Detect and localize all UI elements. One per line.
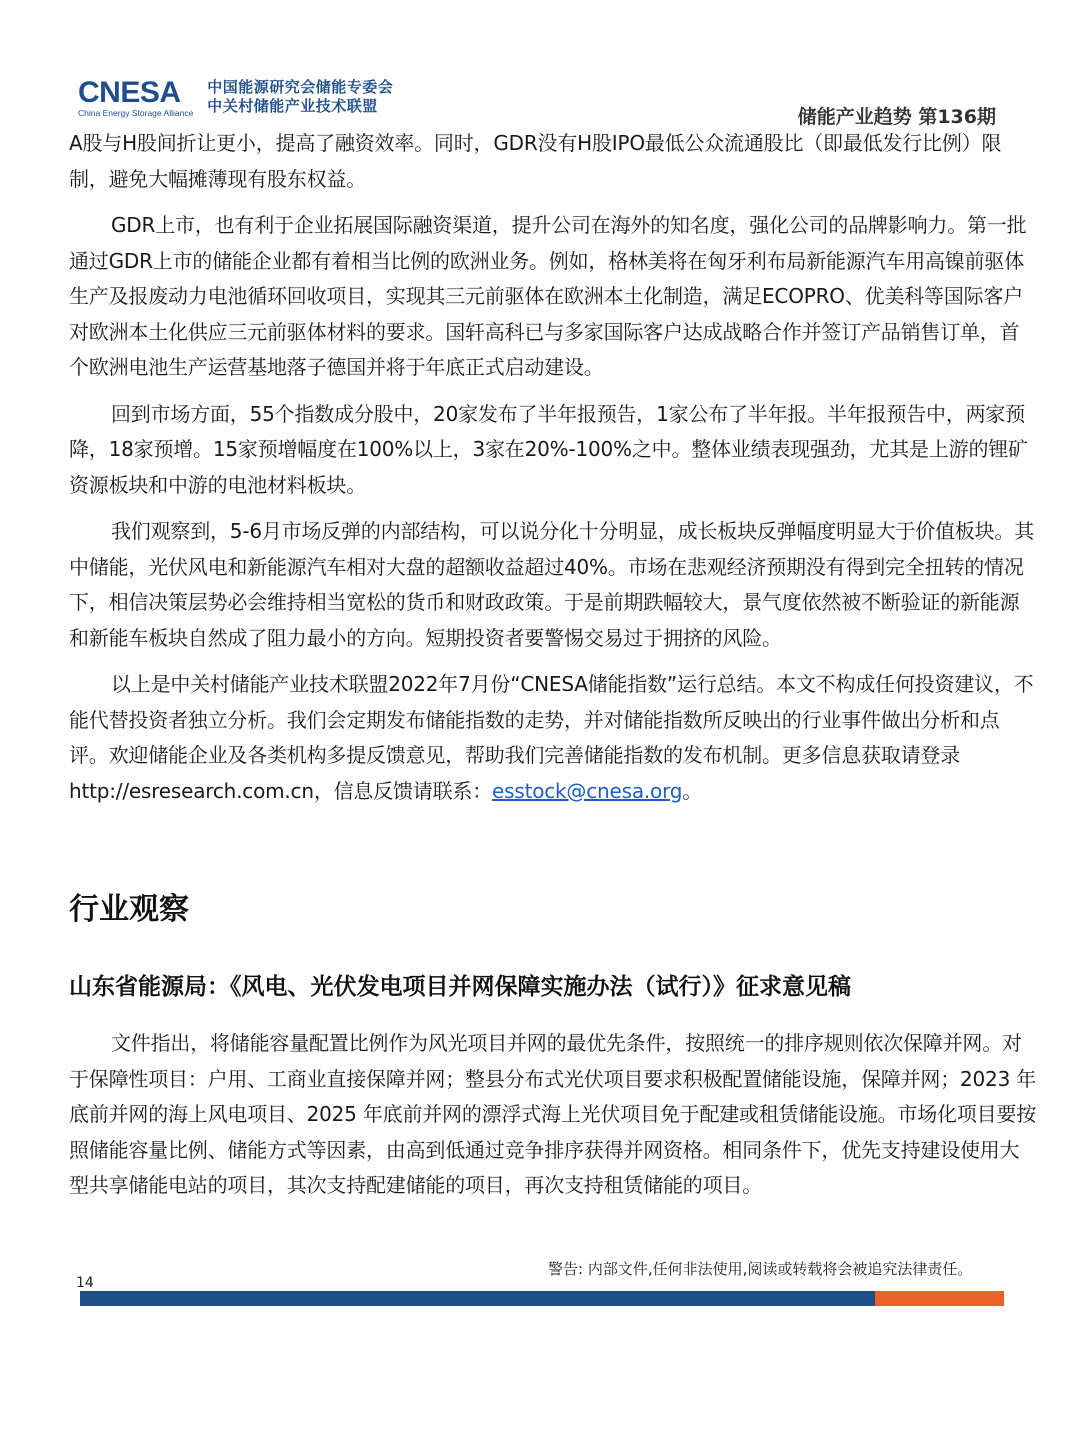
article-paragraph: 文件指出，将储能容量配置比例作为风光项目并网的最优先条件，按照统一的排序规则依次保障并网。对于保障性项目：户用、工商业直接保障并网；整县分布式光伏项目要求积极配置储能设施，保障并网；2023 年底前并网的海上风电项目、2025 年底前并网的漂浮式海上光伏项目免于配建或租赁储能设施。市场化项目要按照储能容量比例、储能方式等因素，由高到低通过竞争排序获得并网资格。相同条件下，优先支持建设使用大型共享储能电站的项目，其次支持配建储能的项目，再次支持租赁储能的项目。: [69, 1031, 1037, 1197]
feedback-email-link[interactable]: esstock@cnesa.org: [492, 778, 683, 803]
logo-subtitle: China Energy Storage Alliance: [78, 108, 194, 118]
page-header: [78, 72, 1008, 132]
org-name-secondary: 中关村储能产业技术联盟: [207, 97, 378, 115]
paragraph-4: 我们观察到，5-6月市场反弹的内部结构，可以说分化十分明显，成长板块反弹幅度明显大于价值板块。其中储能，光伏风电和新能源汽车相对大盘的超额收益超过40%。市场在悲观经济预期没有得到完全扭转的情况下，相信决策层势必会维持相当宽松的货币和财政政策。于是前期跌幅较大，景气度依然被不断验证的新能源和新能车板块自然成了阻力最小的方向。短期投资者要警惕交易过于拥挤的风险。: [69, 519, 1035, 650]
issue-label: 储能产业趋势 第136期: [797, 106, 996, 128]
body-text: [69, 126, 1037, 820]
paragraph-5-text: 以上是中关村储能产业技术联盟2022年7月份“CNESA储能指数”运行总结。本文不构成任何投资建议，不能代替投资者独立分析。我们会定期发布储能指数的走势，并对储能指数所反映出的行业事件做出分析和点评。欢迎储能企业及各类机构多提反馈意见，帮助我们完善储能指数的发布机制。更多信息获取请登录http://esresearch.com.cn，信息反馈请联系：: [69, 672, 1034, 803]
paragraph-3: 回到市场方面，55个指数成分股中，20家发布了半年报预告，1家公布了半年报。半年报预告中，两家预降，18家预增。15家预增幅度在100%以上，3家在20%-100%之中。整体业绩表现强劲，尤其是上游的锂矿资源板块和中游的电池材料板块。: [69, 401, 1028, 497]
paragraph-2: GDR上市，也有利于企业拓展国际融资渠道，提升公司在海外的知名度，强化公司的品牌影响力。第一批通过GDR上市的储能企业都有着相当比例的欧洲业务。例如，格林美将在匈牙利布局新能源汽车用高镍前驱体生产及报废动力电池循环回收项目，实现其三元前驱体在欧洲本土化制造，满足ECOPRO、优美科等国际客户对欧洲本土化供应三元前驱体材料的要求。国轩高科已与多家国际客户达成战略合作并签订产品销售订单，首个欧洲电池生产运营基地落子德国并将于年底正式启动建设。: [69, 213, 1027, 379]
article-body: [69, 1026, 1037, 1215]
footer-bar-blue: [80, 1291, 875, 1306]
organization-names: [207, 78, 393, 116]
logo-mark: [78, 78, 193, 118]
article-title: 山东省能源局：《风电、光伏发电项目并网保障实施办法（试行）》征求意见稿: [69, 974, 851, 1000]
logo-wordmark: CNESA: [78, 76, 181, 109]
page-number: 14: [76, 1275, 94, 1291]
paragraph-1: A股与H股间折让更小，提高了融资效率。同时，GDR没有H股IPO最低公众流通股比（即最低发行比例）限制，避免大幅摊薄现有股东权益。: [69, 131, 1002, 191]
cnesa-logo: [78, 78, 393, 118]
paragraph-5: [69, 667, 1037, 809]
legal-warning: 警告: 内部文件,任何非法使用,阅读或转载将会被追究法律责任。: [548, 1260, 973, 1278]
footer-color-bar: [80, 1291, 1004, 1306]
paragraph-5-end: 。: [682, 778, 703, 803]
footer-bar-orange: [875, 1291, 1004, 1306]
org-name-primary: 中国能源研究会储能专委会: [207, 78, 394, 96]
section-heading: 行业观察: [69, 892, 189, 927]
